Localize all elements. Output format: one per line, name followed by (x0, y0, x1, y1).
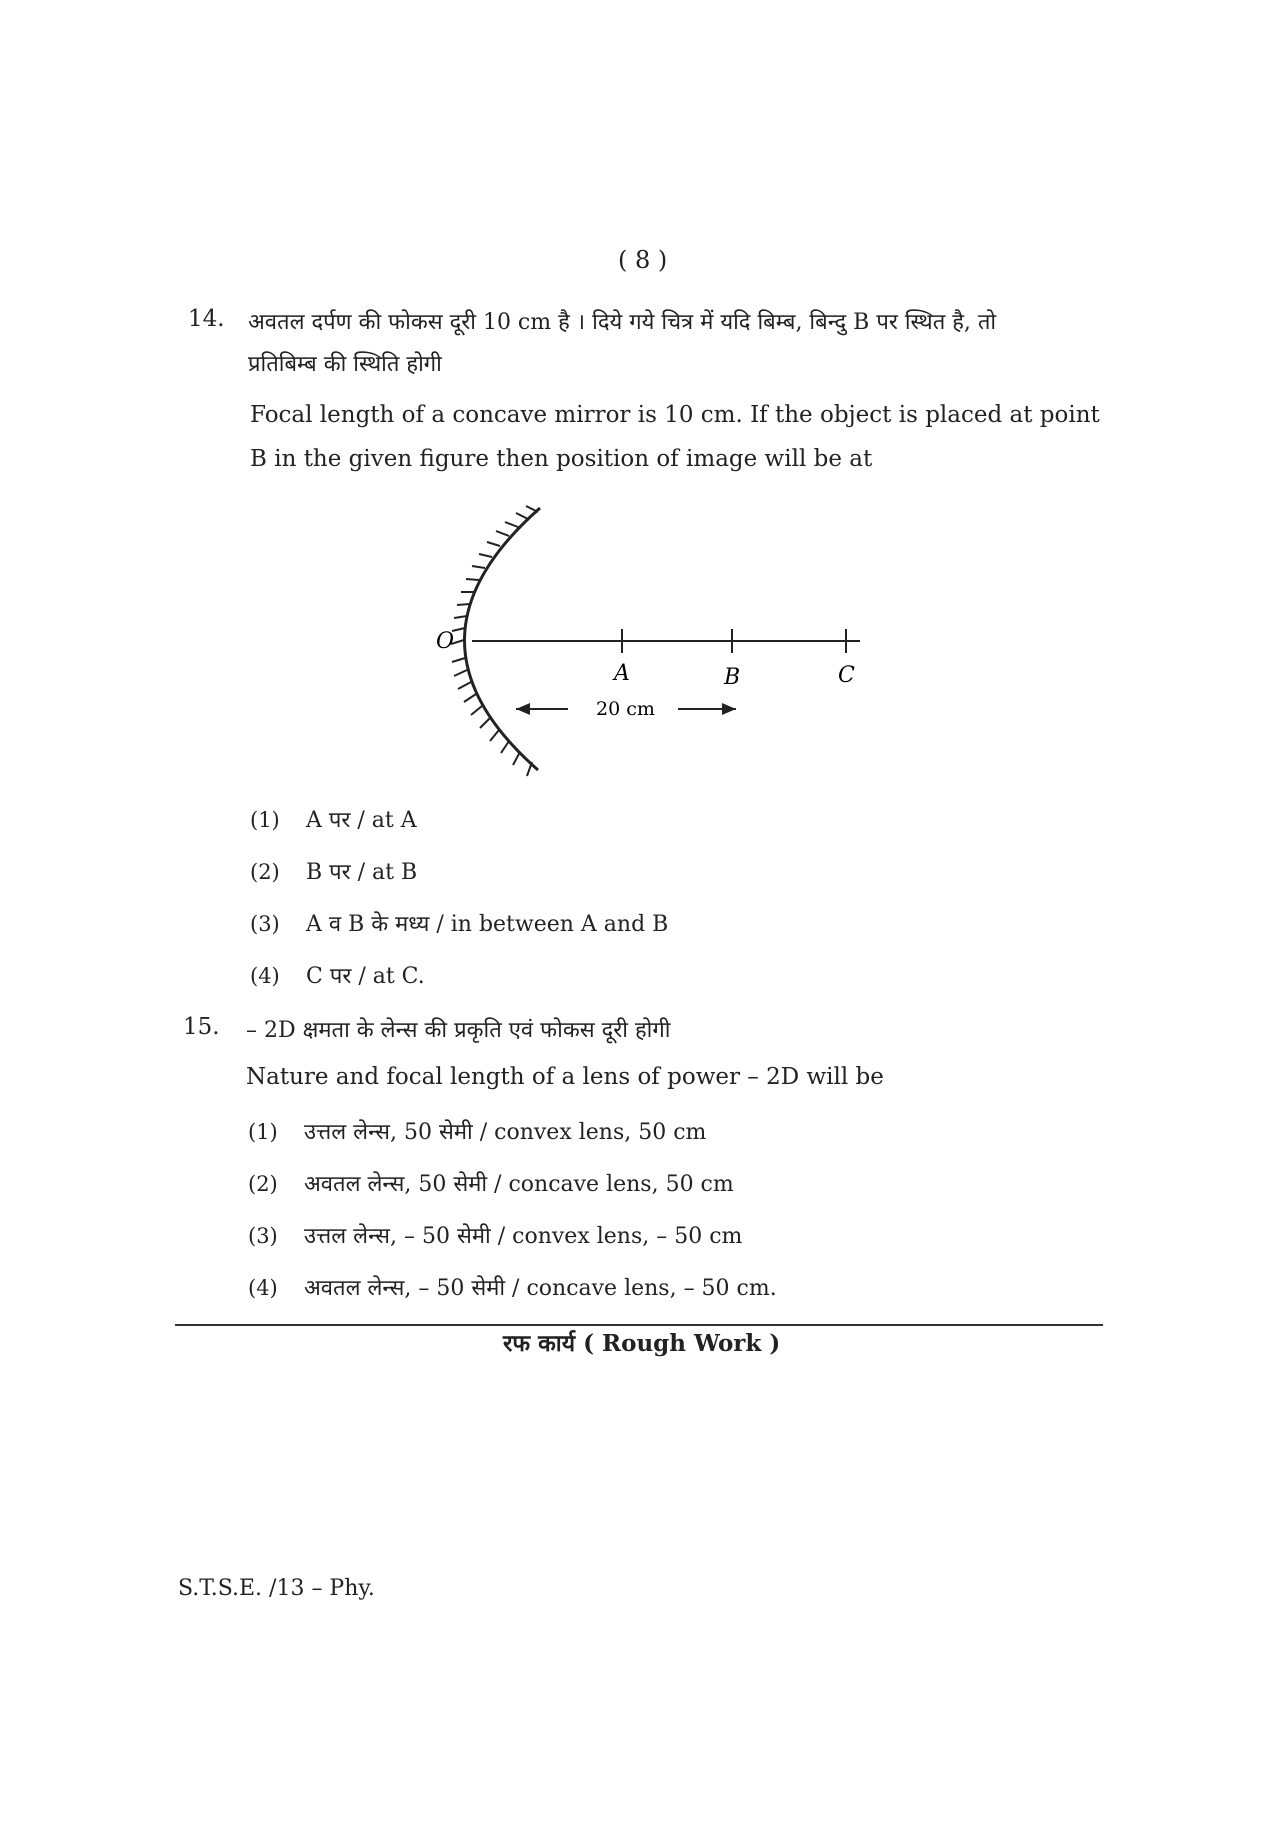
option-number: (3) (248, 1224, 278, 1248)
option-number: (1) (250, 808, 280, 832)
question-14-hindi-line1: अवतल दर्पण की फोकस दूरी 10 cm है । दिये गये चित्र में यदि बिम्ब, बिन्दु B पर स्थित है, तो (248, 310, 997, 335)
option-text: B पर / at B (306, 860, 418, 885)
q15-option-1[interactable] (248, 1116, 706, 1146)
label-b: B (724, 665, 741, 690)
option-text: C पर / at C. (306, 964, 425, 989)
option-text: अवतल लेन्स, 50 सेमी / concave lens, 50 cm (304, 1172, 734, 1197)
option-number: (1) (248, 1120, 278, 1144)
option-number: (4) (250, 964, 280, 988)
question-14-english-line1: Focal length of a concave mirror is 10 cm. If the object is placed at point (250, 402, 1100, 428)
q14-option-4[interactable] (250, 960, 425, 990)
q15-option-2[interactable] (248, 1168, 734, 1198)
concave-mirror-arc (464, 508, 540, 770)
q14-option-2[interactable] (250, 856, 417, 886)
option-number: (3) (250, 912, 280, 936)
q15-option-3[interactable] (248, 1220, 742, 1250)
option-text: उत्तल लेन्स, 50 सेमी / convex lens, 50 cm (304, 1120, 707, 1145)
question-14-number: 14. (188, 306, 225, 332)
question-15-english: Nature and focal length of a lens of power – 2D will be (246, 1064, 884, 1090)
rough-work-heading: रफ कार्य ( Rough Work ) (503, 1330, 781, 1357)
concave-mirror-figure (420, 500, 870, 790)
q15-option-4[interactable] (248, 1272, 777, 1302)
q14-option-3[interactable] (250, 908, 668, 938)
option-text: A पर / at A (306, 808, 417, 833)
question-15-hindi: – 2D क्षमता के लेन्स की प्रकृति एवं फोकस दूरी होगी (246, 1018, 671, 1043)
distance-label: 20 cm (596, 698, 655, 720)
option-number: (2) (250, 860, 280, 884)
question-14-english-line2: B in the given figure then position of image will be at (250, 446, 873, 472)
footer-code: S.T.S.E. /13 – Phy. (178, 1576, 375, 1601)
page-number: ( 8 ) (618, 246, 668, 274)
question-15-number: 15. (183, 1014, 220, 1040)
option-number: (4) (248, 1276, 278, 1300)
label-c: C (838, 663, 855, 688)
label-a: A (614, 661, 630, 686)
label-o: O (436, 629, 455, 654)
q14-option-1[interactable] (250, 804, 417, 834)
option-text: उत्तल लेन्स, – 50 सेमी / convex lens, – 50 cm (304, 1224, 743, 1249)
option-text: A व B के मध्य / in between A and B (306, 912, 669, 937)
question-14-hindi-line2: प्रतिबिम्ब की स्थिति होगी (248, 352, 442, 377)
option-text: अवतल लेन्स, – 50 सेमी / concave lens, – 50 cm. (304, 1276, 777, 1301)
option-number: (2) (248, 1172, 278, 1196)
